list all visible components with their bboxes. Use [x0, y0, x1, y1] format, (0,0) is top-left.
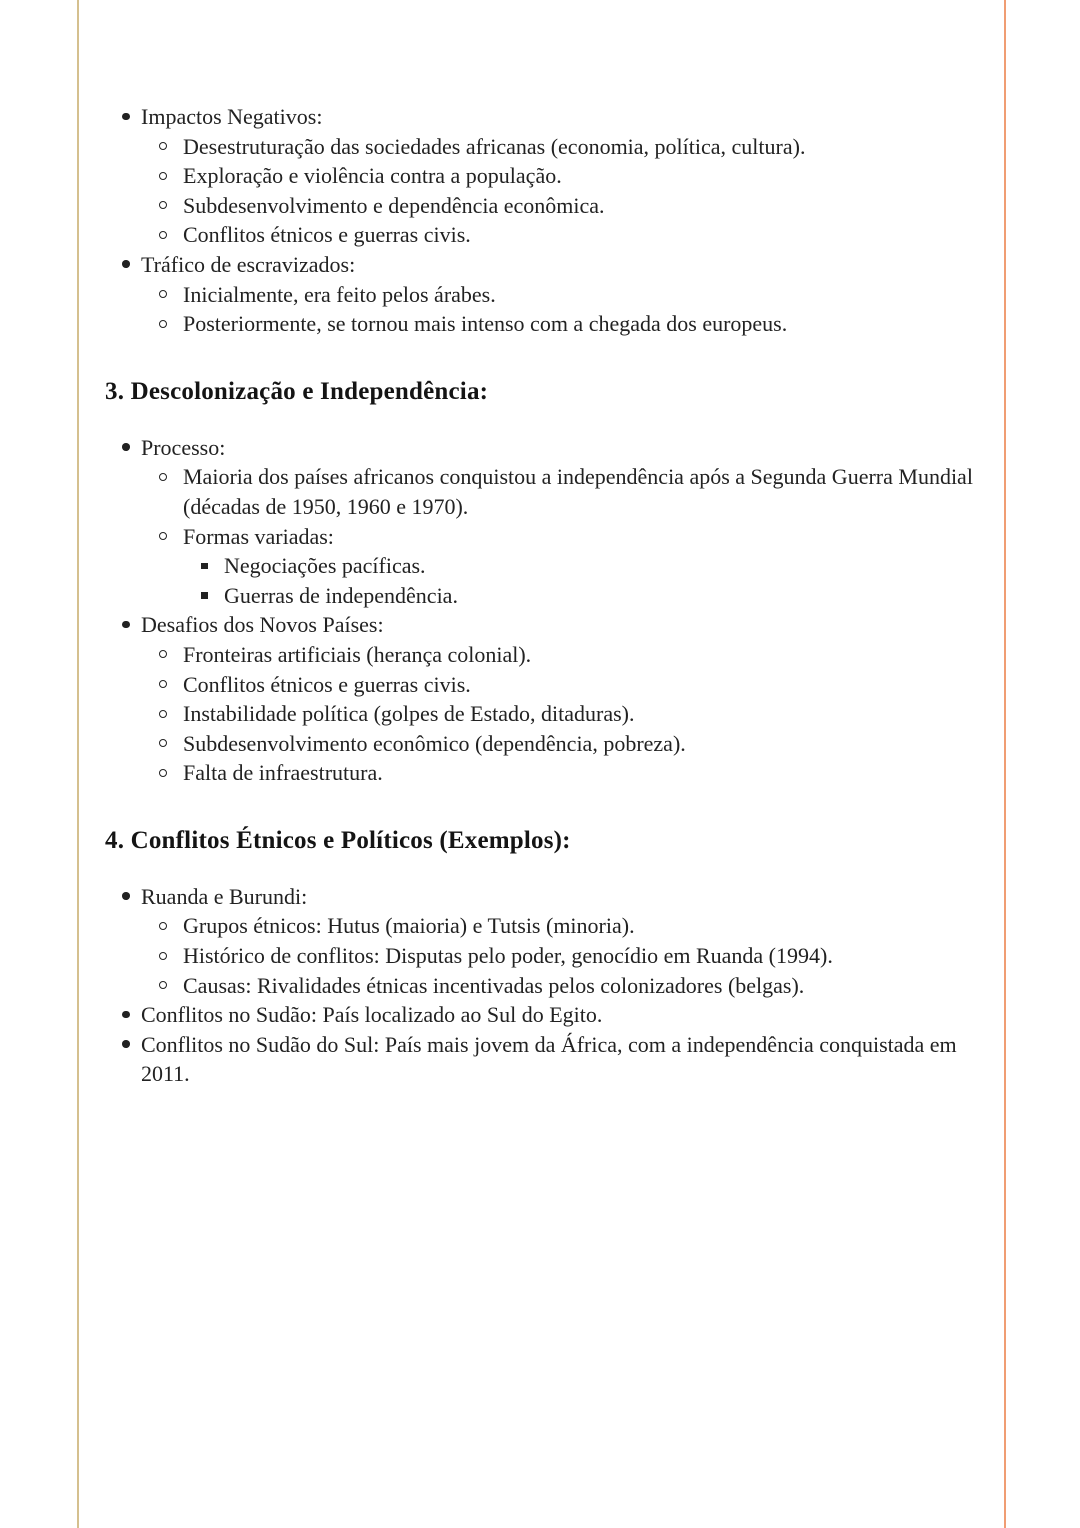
bullet-list-section-4: [105, 882, 989, 1089]
right-margin-line: [1004, 0, 1006, 1528]
list-item-text: Negociações pacíficas.: [224, 553, 426, 579]
section-heading-4: 4. Conflitos Étnicos e Políticos (Exemplos):: [105, 826, 571, 854]
circle-bullet-icon: [159, 142, 167, 150]
circle-bullet-icon: [159, 320, 167, 328]
list-item-text: Impactos Negativos:: [141, 104, 323, 129]
list-item-text: Conflitos étnicos e guerras civis.: [183, 222, 471, 248]
list-item: [105, 640, 989, 670]
circle-bullet-icon: [159, 952, 167, 960]
circle-bullet-icon: [159, 769, 167, 777]
list-item: [105, 433, 989, 463]
list-item-text: Formas variadas:: [183, 523, 334, 549]
circle-bullet-icon: [159, 710, 167, 718]
bullet-list-section-3: [105, 433, 989, 788]
list-item: [105, 161, 989, 191]
list-item: [105, 191, 989, 221]
list-item-text: Processo:: [141, 434, 226, 460]
circle-bullet-icon: [159, 922, 167, 930]
circle-bullet-icon: [159, 231, 167, 239]
disc-bullet-icon: [122, 621, 130, 629]
list-item: [105, 670, 989, 700]
disc-bullet-icon: [122, 443, 130, 451]
circle-bullet-icon: [159, 201, 167, 209]
list-item-text: Conflitos étnicos e guerras civis.: [183, 671, 471, 697]
square-bullet-icon: [201, 563, 208, 570]
list-item-text: Grupos étnicos: Hutus (maioria) e Tutsis (minoria).: [183, 913, 635, 939]
list-item-text: Subdesenvolvimento e dependência econômica.: [183, 192, 605, 218]
bullet-list-section-2: [105, 102, 989, 339]
document-content: [105, 102, 989, 1089]
list-item-text: Maioria dos países africanos conquistou a independência após a Segunda Guerra Mundial (décadas de 1950, 1960 e 1970).: [183, 464, 973, 519]
list-item: [105, 462, 989, 521]
list-item-text: Ruanda e Burundi:: [141, 883, 308, 909]
circle-bullet-icon: [159, 680, 167, 688]
list-item-text: Tráfico de escravizados:: [141, 251, 356, 277]
square-bullet-icon: [201, 592, 208, 599]
disc-bullet-icon: [122, 260, 130, 268]
list-item: [105, 220, 989, 250]
circle-bullet-icon: [159, 532, 167, 540]
list-item-text: Histórico de conflitos: Disputas pelo poder, genocídio em Ruanda (1994).: [183, 943, 833, 969]
circle-bullet-icon: [159, 172, 167, 180]
list-item-text: Falta de infraestrutura.: [183, 760, 383, 786]
list-item-text: Conflitos no Sudão: País localizado ao Sul do Egito.: [141, 1002, 603, 1028]
list-item-text: Subdesenvolvimento econômico (dependência, pobreza).: [183, 730, 686, 756]
list-item-text: Posteriormente, se tornou mais intenso com a chegada dos europeus.: [183, 311, 788, 337]
list-item-text: Inicialmente, era feito pelos árabes.: [183, 281, 496, 307]
circle-bullet-icon: [159, 981, 167, 989]
left-margin-line: [77, 0, 79, 1528]
list-item: [105, 911, 989, 941]
list-item-text: Conflitos no Sudão do Sul: País mais jovem da África, com a independência conquistada em 2011.: [141, 1031, 957, 1087]
list-item-text: Causas: Rivalidades étnicas incentivadas pelos colonizadores (belgas).: [183, 972, 805, 998]
list-item: [105, 551, 989, 581]
list-item: [105, 758, 989, 788]
list-item: [105, 882, 989, 912]
list-item: [105, 581, 989, 611]
disc-bullet-icon: [122, 1040, 130, 1048]
list-item-text: Desafios dos Novos Países:: [141, 612, 384, 638]
disc-bullet-icon: [122, 1011, 130, 1019]
list-item: [105, 522, 989, 552]
list-item: [105, 971, 989, 1001]
list-item-text: Guerras de independência.: [224, 582, 458, 608]
list-item: [105, 102, 989, 132]
list-item-text: Fronteiras artificiais (herança colonial).: [183, 641, 532, 667]
list-item: [105, 280, 989, 310]
list-item: [105, 1000, 989, 1030]
list-item: [105, 1030, 989, 1089]
circle-bullet-icon: [159, 650, 167, 658]
list-item: [105, 729, 989, 759]
list-item: [105, 941, 989, 971]
list-item: [105, 250, 989, 280]
list-item-text: Instabilidade política (golpes de Estado, ditaduras).: [183, 701, 635, 727]
disc-bullet-icon: [122, 113, 130, 121]
list-item-text: Desestruturação das sociedades africanas (economia, política, cultura).: [183, 133, 806, 159]
section-heading-3: 3. Descolonização e Independência:: [105, 377, 489, 405]
circle-bullet-icon: [159, 473, 167, 481]
circle-bullet-icon: [159, 739, 167, 747]
list-item: [105, 309, 989, 339]
disc-bullet-icon: [122, 892, 130, 900]
list-item: [105, 699, 989, 729]
list-item-text: Exploração e violência contra a população.: [183, 163, 562, 189]
list-item: [105, 132, 989, 162]
circle-bullet-icon: [159, 290, 167, 298]
list-item: [105, 610, 989, 640]
